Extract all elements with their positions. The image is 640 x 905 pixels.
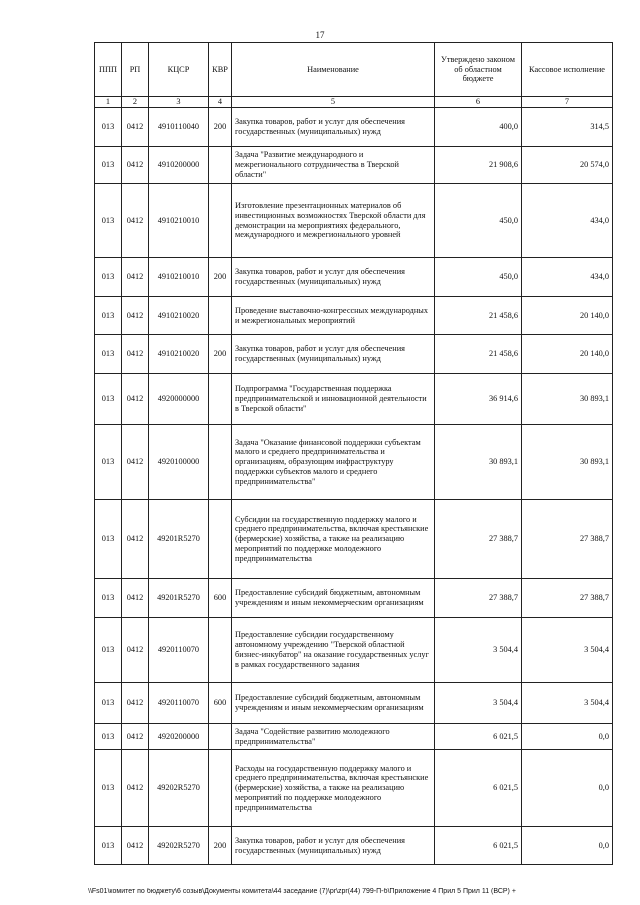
table-row xyxy=(95,108,613,147)
cell-ppp: 013 xyxy=(95,618,122,683)
table-row xyxy=(95,827,613,865)
table-row xyxy=(95,374,613,425)
cell-approved: 21 458,6 xyxy=(435,335,522,374)
cell-kvr xyxy=(209,724,232,750)
cell-cash: 0,0 xyxy=(522,750,613,827)
cell-kvr xyxy=(209,184,232,258)
cell-kvr xyxy=(209,750,232,827)
cell-approved: 36 914,6 xyxy=(435,374,522,425)
cell-cash: 434,0 xyxy=(522,258,613,297)
cell-cash: 27 388,7 xyxy=(522,579,613,618)
cell-kvr xyxy=(209,618,232,683)
table-row xyxy=(95,579,613,618)
cell-approved: 3 504,4 xyxy=(435,683,522,724)
cell-ppp: 013 xyxy=(95,683,122,724)
cell-kvr: 200 xyxy=(209,827,232,865)
cell-kvr: 200 xyxy=(209,335,232,374)
cell-kcsr: 49202R5270 xyxy=(149,750,209,827)
cell-rp: 0412 xyxy=(122,724,149,750)
cell-ppp: 013 xyxy=(95,147,122,184)
table-row xyxy=(95,724,613,750)
cell-name: Закупка товаров, работ и услуг для обеспечения государственных (муниципальных) нужд xyxy=(232,335,435,374)
cell-ppp: 013 xyxy=(95,500,122,579)
file-path-footer: \\Fs01\комитет по бюджету\6 созыв\Документы комитета\44 заседание (7)\pr\zpr(44) 799-П-б\Приложение 4 Прил 5 Прил 11 (ВСР) + xyxy=(88,888,516,895)
table-row xyxy=(95,184,613,258)
cell-cash: 0,0 xyxy=(522,827,613,865)
column-number: 2 xyxy=(122,97,149,108)
header-rp: РП xyxy=(122,43,149,97)
cell-approved: 400,0 xyxy=(435,108,522,147)
cell-name: Предоставление субсидий бюджетным, автономным учреждениям и иным некоммерческим организациям xyxy=(232,683,435,724)
cell-kcsr: 4910210010 xyxy=(149,184,209,258)
cell-kvr xyxy=(209,374,232,425)
cell-rp: 0412 xyxy=(122,258,149,297)
header-cash: Кассовое исполнение xyxy=(522,43,613,97)
table-row xyxy=(95,750,613,827)
column-number: 7 xyxy=(522,97,613,108)
cell-ppp: 013 xyxy=(95,579,122,618)
page-number: 17 xyxy=(315,30,325,40)
cell-ppp: 013 xyxy=(95,724,122,750)
table-body xyxy=(95,108,613,865)
header-approved: Утверждено законом об областном бюджете xyxy=(435,43,522,97)
cell-rp: 0412 xyxy=(122,827,149,865)
cell-ppp: 013 xyxy=(95,425,122,500)
cell-approved: 450,0 xyxy=(435,184,522,258)
cell-rp: 0412 xyxy=(122,750,149,827)
cell-cash: 0,0 xyxy=(522,724,613,750)
cell-ppp: 013 xyxy=(95,374,122,425)
cell-rp: 0412 xyxy=(122,579,149,618)
cell-ppp: 013 xyxy=(95,335,122,374)
cell-kcsr: 4910110040 xyxy=(149,108,209,147)
table-row xyxy=(95,618,613,683)
cell-cash: 27 388,7 xyxy=(522,500,613,579)
cell-name: Предоставление субсидии государственному автономному учреждению "Тверской областной бизнес-инкубатор" на оказание государственных услуг в рамках государственного задания xyxy=(232,618,435,683)
cell-kcsr: 4910200000 xyxy=(149,147,209,184)
cell-rp: 0412 xyxy=(122,184,149,258)
cell-approved: 6 021,5 xyxy=(435,724,522,750)
cell-cash: 3 504,4 xyxy=(522,683,613,724)
cell-kvr: 600 xyxy=(209,683,232,724)
column-number-row xyxy=(95,97,613,108)
cell-ppp: 013 xyxy=(95,108,122,147)
cell-name: Задача "Оказание финансовой поддержки субъектам малого и среднего предпринимательства и организациям, образующим инфраструктуру поддержки субъектов малого и среднего предпринимательства" xyxy=(232,425,435,500)
cell-name: Субсидии на государственную поддержку малого и среднего предпринимательства, включая крестьянские (фермерские) хозяйства, а также на реализацию мероприятий по поддержке молодежного предпринимательства xyxy=(232,500,435,579)
cell-cash: 434,0 xyxy=(522,184,613,258)
cell-approved: 27 388,7 xyxy=(435,579,522,618)
cell-approved: 6 021,5 xyxy=(435,827,522,865)
header-kcsr: КЦСР xyxy=(149,43,209,97)
column-number: 5 xyxy=(232,97,435,108)
cell-kvr: 200 xyxy=(209,258,232,297)
cell-kcsr: 4910210020 xyxy=(149,297,209,335)
cell-kcsr: 4920000000 xyxy=(149,374,209,425)
cell-ppp: 013 xyxy=(95,750,122,827)
cell-approved: 21 908,6 xyxy=(435,147,522,184)
cell-kvr xyxy=(209,425,232,500)
cell-name: Закупка товаров, работ и услуг для обеспечения государственных (муниципальных) нужд xyxy=(232,827,435,865)
cell-kcsr: 4920200000 xyxy=(149,724,209,750)
column-number: 3 xyxy=(149,97,209,108)
cell-kcsr: 4920110070 xyxy=(149,683,209,724)
cell-kvr: 200 xyxy=(209,108,232,147)
column-number: 6 xyxy=(435,97,522,108)
cell-kvr: 600 xyxy=(209,579,232,618)
cell-cash: 20 140,0 xyxy=(522,297,613,335)
cell-rp: 0412 xyxy=(122,108,149,147)
cell-cash: 314,5 xyxy=(522,108,613,147)
cell-kcsr: 4920110070 xyxy=(149,618,209,683)
cell-approved: 3 504,4 xyxy=(435,618,522,683)
column-number: 4 xyxy=(209,97,232,108)
cell-approved: 27 388,7 xyxy=(435,500,522,579)
table-row xyxy=(95,297,613,335)
cell-kcsr: 49201R5270 xyxy=(149,579,209,618)
cell-name: Закупка товаров, работ и услуг для обеспечения государственных (муниципальных) нужд xyxy=(232,258,435,297)
table-row xyxy=(95,425,613,500)
cell-rp: 0412 xyxy=(122,374,149,425)
cell-kvr xyxy=(209,500,232,579)
cell-name: Проведение выставочно-конгрессных международных и межрегиональных мероприятий xyxy=(232,297,435,335)
cell-kvr xyxy=(209,147,232,184)
cell-kvr xyxy=(209,297,232,335)
cell-rp: 0412 xyxy=(122,335,149,374)
table-row xyxy=(95,683,613,724)
cell-approved: 30 893,1 xyxy=(435,425,522,500)
cell-cash: 30 893,1 xyxy=(522,374,613,425)
cell-name: Изготовление презентационных материалов об инвестиционных возможностях Тверской области для демонстрации на мероприятиях федерального, международного и межрегионального уровней xyxy=(232,184,435,258)
cell-name: Подпрограмма "Государственная поддержка предпринимательской и инновационной деятельности в Тверской области" xyxy=(232,374,435,425)
table-header-row xyxy=(95,43,613,97)
cell-approved: 21 458,6 xyxy=(435,297,522,335)
cell-rp: 0412 xyxy=(122,683,149,724)
column-number: 1 xyxy=(95,97,122,108)
cell-name: Задача "Содействие развитию молодежного предпринимательства" xyxy=(232,724,435,750)
cell-cash: 30 893,1 xyxy=(522,425,613,500)
cell-rp: 0412 xyxy=(122,425,149,500)
table-row xyxy=(95,335,613,374)
cell-cash: 20 574,0 xyxy=(522,147,613,184)
cell-name: Задача "Развитие международного и межрегионального сотрудничества в Тверской области" xyxy=(232,147,435,184)
cell-ppp: 013 xyxy=(95,258,122,297)
cell-rp: 0412 xyxy=(122,297,149,335)
table-row xyxy=(95,147,613,184)
cell-rp: 0412 xyxy=(122,618,149,683)
header-name: Наименование xyxy=(232,43,435,97)
cell-approved: 6 021,5 xyxy=(435,750,522,827)
cell-kcsr: 49201R5270 xyxy=(149,500,209,579)
header-kvr: КВР xyxy=(209,43,232,97)
cell-rp: 0412 xyxy=(122,500,149,579)
cell-kcsr: 49202R5270 xyxy=(149,827,209,865)
cell-name: Расходы на государственную поддержку малого и среднего предпринимательства, включая крестьянские (фермерские) хозяйства, а также на реализацию мероприятий по поддержке молодежного предпринимательства xyxy=(232,750,435,827)
cell-kcsr: 4910210020 xyxy=(149,335,209,374)
budget-table xyxy=(94,42,613,865)
cell-name: Предоставление субсидий бюджетным, автономным учреждениям и иным некоммерческим организациям xyxy=(232,579,435,618)
cell-ppp: 013 xyxy=(95,184,122,258)
cell-ppp: 013 xyxy=(95,297,122,335)
cell-rp: 0412 xyxy=(122,147,149,184)
cell-kcsr: 4910210010 xyxy=(149,258,209,297)
cell-cash: 20 140,0 xyxy=(522,335,613,374)
cell-ppp: 013 xyxy=(95,827,122,865)
table-row xyxy=(95,500,613,579)
table-row xyxy=(95,258,613,297)
cell-name: Закупка товаров, работ и услуг для обеспечения государственных (муниципальных) нужд xyxy=(232,108,435,147)
cell-kcsr: 4920100000 xyxy=(149,425,209,500)
cell-cash: 3 504,4 xyxy=(522,618,613,683)
header-ppp: ППП xyxy=(95,43,122,97)
cell-approved: 450,0 xyxy=(435,258,522,297)
